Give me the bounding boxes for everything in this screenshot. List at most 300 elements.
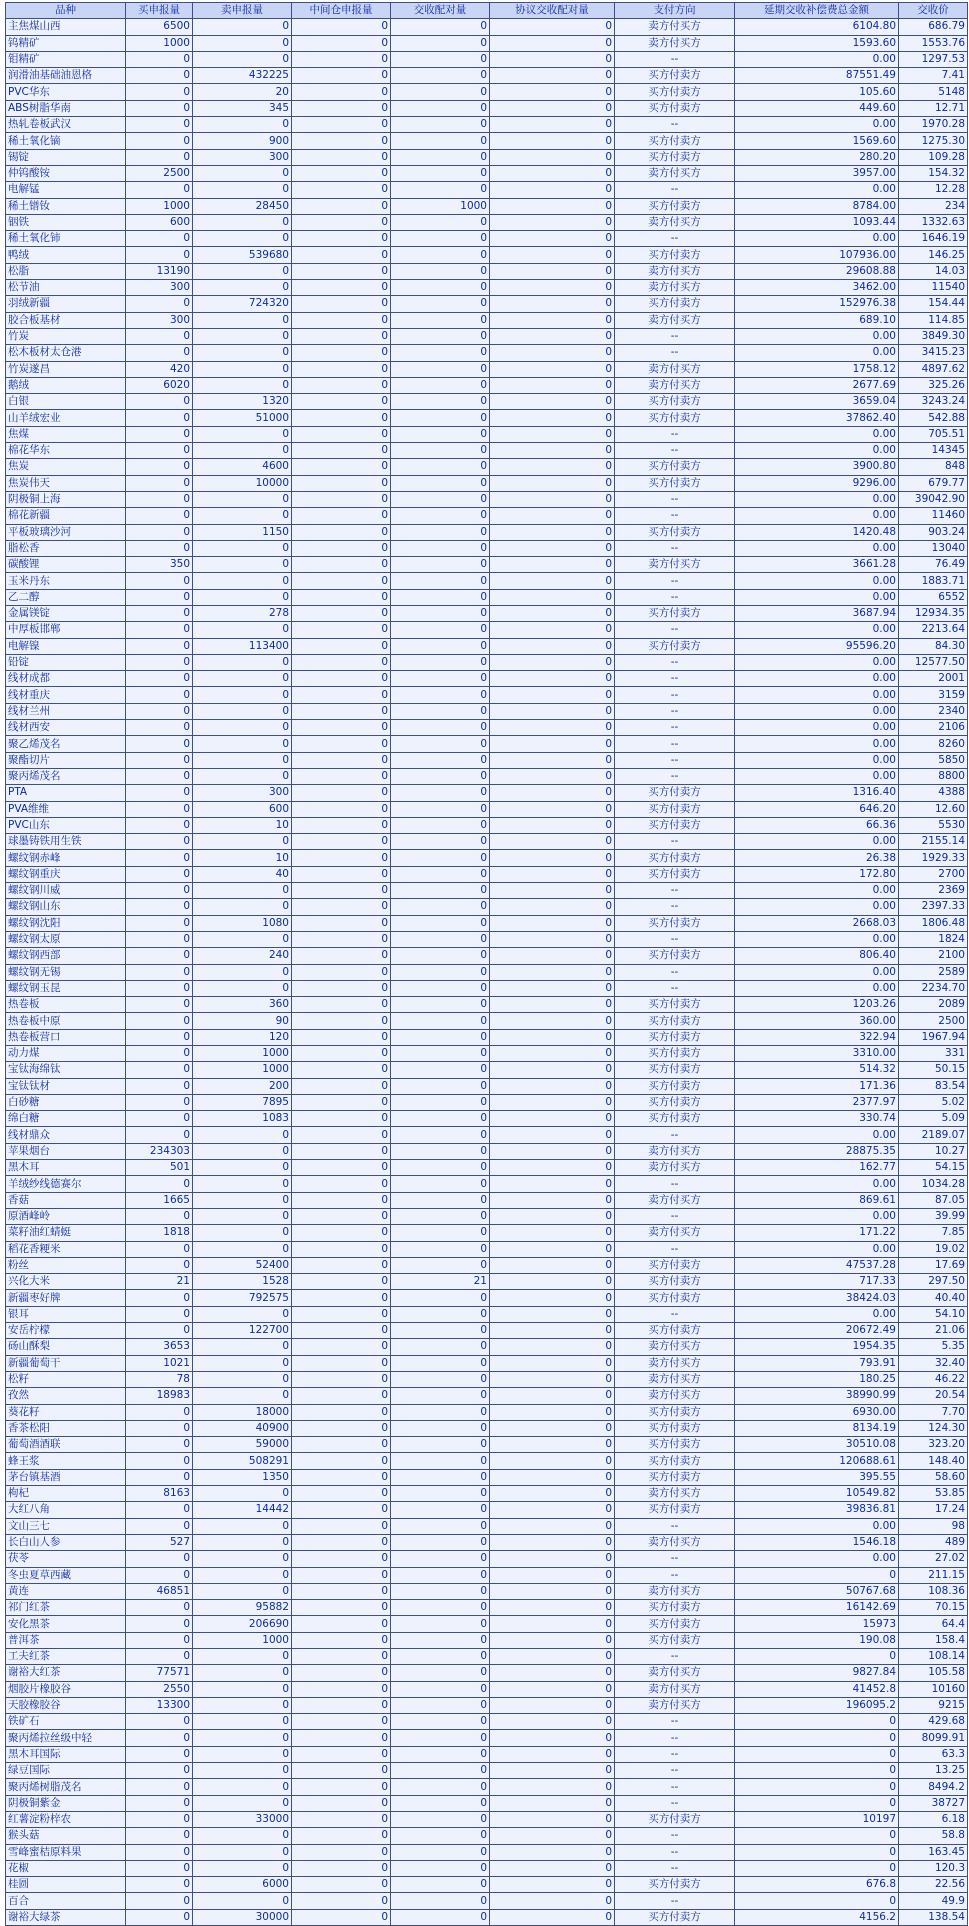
table-row (6, 1860, 968, 1876)
delivery-price-cell: 1553.76 (899, 35, 968, 51)
middle-declared-cell: 0 (292, 1176, 391, 1192)
compensation-total-cell: 47537.28 (735, 1257, 899, 1273)
compensation-total-cell: 2677.69 (735, 377, 899, 393)
delivery-matched-cell: 0 (391, 1779, 490, 1795)
payment-direction-cell: 买方付卖方 (615, 68, 735, 84)
table-row (6, 1241, 968, 1257)
variety-cell: 铟铁 (6, 214, 126, 230)
compensation-total-cell: 38990.99 (735, 1388, 899, 1404)
table-row (6, 1257, 968, 1273)
sell-declared-cell: 240 (193, 948, 292, 964)
agreement-matched-cell: 0 (490, 328, 615, 344)
compensation-total-cell: 3659.04 (735, 394, 899, 410)
payment-direction-cell: 卖方付买方 (615, 1388, 735, 1404)
table-row (6, 817, 968, 833)
compensation-total-cell: 3310.00 (735, 1046, 899, 1062)
delivery-price-cell: 163.45 (899, 1844, 968, 1860)
sell-declared-cell: 0 (193, 1795, 292, 1811)
delivery-price-cell: 331 (899, 1046, 968, 1062)
delivery-price-cell: 2340 (899, 703, 968, 719)
payment-direction-cell: 买方付卖方 (615, 133, 735, 149)
delivery-price-cell: 13.25 (899, 1763, 968, 1779)
payment-direction-cell: -- (615, 622, 735, 638)
delivery-price-cell: 154.32 (899, 165, 968, 181)
agreement-matched-cell: 0 (490, 198, 615, 214)
delivery-price-cell: 11460 (899, 508, 968, 524)
variety-cell: 焦炭 (6, 459, 126, 475)
variety-cell: 黑木耳 (6, 1160, 126, 1176)
middle-declared-cell: 0 (292, 638, 391, 654)
payment-direction-cell: -- (615, 1567, 735, 1583)
delivery-price-cell: 148.40 (899, 1453, 968, 1469)
sell-declared-cell: 10000 (193, 475, 292, 491)
delivery-price-cell: 70.15 (899, 1600, 968, 1616)
agreement-matched-cell: 0 (490, 736, 615, 752)
table-row (6, 1486, 968, 1502)
delivery-matched-cell: 0 (391, 1583, 490, 1599)
middle-declared-cell: 0 (292, 68, 391, 84)
buy-declared-cell: 0 (126, 1909, 193, 1925)
variety-cell: 中厚板邯郸 (6, 622, 126, 638)
delivery-price-cell: 114.85 (899, 312, 968, 328)
table-row (6, 785, 968, 801)
payment-direction-cell: 卖方付买方 (615, 1681, 735, 1697)
delivery-price-cell: 2234.70 (899, 980, 968, 996)
payment-direction-cell: 买方付卖方 (615, 1062, 735, 1078)
delivery-matched-cell: 0 (391, 1225, 490, 1241)
agreement-matched-cell: 0 (490, 1388, 615, 1404)
buy-declared-cell: 0 (126, 133, 193, 149)
buy-declared-cell: 0 (126, 671, 193, 687)
variety-cell: 电解锰 (6, 182, 126, 198)
compensation-total-cell: 171.22 (735, 1225, 899, 1241)
payment-direction-cell: 卖方付买方 (615, 1697, 735, 1713)
payment-direction-cell: 卖方付买方 (615, 1143, 735, 1159)
table-row (6, 931, 968, 947)
delivery-matched-cell: 0 (391, 1469, 490, 1485)
compensation-total-cell: 3900.80 (735, 459, 899, 475)
sell-declared-cell: 0 (193, 1681, 292, 1697)
table-row (6, 1730, 968, 1746)
middle-declared-cell: 0 (292, 133, 391, 149)
variety-cell: 主焦煤山西 (6, 19, 126, 35)
payment-direction-cell: -- (615, 671, 735, 687)
buy-declared-cell: 0 (126, 1714, 193, 1730)
compensation-total-cell: 50767.68 (735, 1583, 899, 1599)
payment-direction-cell: 买方付卖方 (615, 1404, 735, 1420)
table-row (6, 964, 968, 980)
payment-direction-cell: 买方付卖方 (615, 1323, 735, 1339)
compensation-total-cell: 0.00 (735, 443, 899, 459)
payment-direction-cell: -- (615, 426, 735, 442)
buy-declared-cell: 0 (126, 720, 193, 736)
variety-cell: 工夫红茶 (6, 1648, 126, 1664)
middle-declared-cell: 0 (292, 1486, 391, 1502)
agreement-matched-cell: 0 (490, 1583, 615, 1599)
sell-declared-cell: 1150 (193, 524, 292, 540)
table-row (6, 1681, 968, 1697)
payment-direction-cell: 买方付卖方 (615, 247, 735, 263)
compensation-total-cell: 395.55 (735, 1469, 899, 1485)
buy-declared-cell: 6020 (126, 377, 193, 393)
payment-direction-cell: -- (615, 720, 735, 736)
middle-declared-cell: 0 (292, 165, 391, 181)
compensation-total-cell: 8784.00 (735, 198, 899, 214)
table-row (6, 1176, 968, 1192)
payment-direction-cell: 卖方付买方 (615, 214, 735, 230)
delivery-price-cell: 76.49 (899, 557, 968, 573)
middle-declared-cell: 0 (292, 1257, 391, 1273)
sell-declared-cell: 51000 (193, 410, 292, 426)
delivery-matched-cell: 0 (391, 1290, 490, 1306)
compensation-total-cell: 30510.08 (735, 1437, 899, 1453)
table-row (6, 296, 968, 312)
middle-declared-cell: 0 (292, 100, 391, 116)
buy-declared-cell: 0 (126, 1404, 193, 1420)
agreement-matched-cell: 0 (490, 1681, 615, 1697)
compensation-total-cell: 41452.8 (735, 1681, 899, 1697)
compensation-total-cell: 6104.80 (735, 19, 899, 35)
delivery-price-cell: 158.4 (899, 1632, 968, 1648)
delivery-price-cell: 14.03 (899, 263, 968, 279)
agreement-matched-cell: 0 (490, 84, 615, 100)
sell-declared-cell: 0 (193, 182, 292, 198)
delivery-price-cell: 8800 (899, 768, 968, 784)
sell-declared-cell: 0 (193, 263, 292, 279)
agreement-matched-cell: 0 (490, 1241, 615, 1257)
buy-declared-cell: 0 (126, 524, 193, 540)
compensation-total-cell: 0.00 (735, 1241, 899, 1257)
variety-cell: 金属镁锭 (6, 605, 126, 621)
delivery-price-cell: 8099.91 (899, 1730, 968, 1746)
delivery-matched-cell: 0 (391, 165, 490, 181)
middle-declared-cell: 0 (292, 1160, 391, 1176)
delivery-matched-cell: 0 (391, 1143, 490, 1159)
payment-direction-cell: 卖方付买方 (615, 377, 735, 393)
table-row (6, 1127, 968, 1143)
compensation-total-cell: 322.94 (735, 1029, 899, 1045)
delivery-price-cell: 20.54 (899, 1388, 968, 1404)
buy-declared-cell: 0 (126, 1746, 193, 1762)
compensation-total-cell: 0.00 (735, 883, 899, 899)
variety-cell: 螺纹钢山东 (6, 899, 126, 915)
compensation-total-cell: 0.00 (735, 834, 899, 850)
payment-direction-cell: -- (615, 768, 735, 784)
agreement-matched-cell: 0 (490, 687, 615, 703)
variety-cell: PVC华东 (6, 84, 126, 100)
delivery-price-cell: 40.40 (899, 1290, 968, 1306)
delivery-matched-cell: 0 (391, 1241, 490, 1257)
delivery-price-cell: 2001 (899, 671, 968, 687)
table-row (6, 1192, 968, 1208)
agreement-matched-cell: 0 (490, 443, 615, 459)
buy-declared-cell: 0 (126, 1763, 193, 1779)
middle-declared-cell: 0 (292, 1567, 391, 1583)
compensation-total-cell: 1758.12 (735, 361, 899, 377)
delivery-price-cell: 705.51 (899, 426, 968, 442)
payment-direction-cell: 卖方付买方 (615, 1339, 735, 1355)
compensation-total-cell: 0.00 (735, 328, 899, 344)
payment-direction-cell: -- (615, 1127, 735, 1143)
sell-declared-cell: 0 (193, 117, 292, 133)
agreement-matched-cell: 0 (490, 1111, 615, 1127)
delivery-price-cell: 1929.33 (899, 850, 968, 866)
compensation-total-cell: 689.10 (735, 312, 899, 328)
variety-cell: 猴头菇 (6, 1828, 126, 1844)
variety-cell: 烟胶片橡胶谷 (6, 1681, 126, 1697)
buy-declared-cell: 0 (126, 1290, 193, 1306)
variety-cell: 松籽 (6, 1371, 126, 1387)
middle-declared-cell: 0 (292, 1909, 391, 1925)
buy-declared-cell: 0 (126, 1730, 193, 1746)
agreement-matched-cell: 0 (490, 866, 615, 882)
buy-declared-cell: 0 (126, 296, 193, 312)
delivery-price-cell: 234 (899, 198, 968, 214)
buy-declared-cell: 1000 (126, 198, 193, 214)
payment-direction-cell: 买方付卖方 (615, 1029, 735, 1045)
agreement-matched-cell: 0 (490, 296, 615, 312)
payment-direction-cell: -- (615, 1860, 735, 1876)
sell-declared-cell: 0 (193, 165, 292, 181)
agreement-matched-cell: 0 (490, 557, 615, 573)
delivery-price-cell: 1332.63 (899, 214, 968, 230)
sell-declared-cell: 0 (193, 1192, 292, 1208)
sell-declared-cell: 0 (193, 1241, 292, 1257)
variety-cell: 热卷板营口 (6, 1029, 126, 1045)
buy-declared-cell: 0 (126, 1616, 193, 1632)
delivery-matched-cell: 0 (391, 964, 490, 980)
agreement-matched-cell: 0 (490, 1225, 615, 1241)
agreement-matched-cell: 0 (490, 801, 615, 817)
sell-declared-cell: 1528 (193, 1274, 292, 1290)
sell-declared-cell: 0 (193, 426, 292, 442)
table-row (6, 654, 968, 670)
compensation-total-cell: 1546.18 (735, 1534, 899, 1550)
delivery-matched-cell: 0 (391, 540, 490, 556)
table-row (6, 475, 968, 491)
agreement-matched-cell: 0 (490, 394, 615, 410)
delivery-matched-cell: 0 (391, 1730, 490, 1746)
table-row (6, 1779, 968, 1795)
delivery-price-cell: 58.60 (899, 1469, 968, 1485)
buy-declared-cell: 0 (126, 1013, 193, 1029)
table-row (6, 68, 968, 84)
delivery-price-cell: 46.22 (899, 1371, 968, 1387)
payment-direction-cell: 买方付卖方 (615, 296, 735, 312)
variety-cell: 银耳 (6, 1306, 126, 1322)
delivery-matched-cell: 0 (391, 1502, 490, 1518)
agreement-matched-cell: 0 (490, 948, 615, 964)
compensation-total-cell: 0.00 (735, 752, 899, 768)
agreement-matched-cell: 0 (490, 1306, 615, 1322)
delivery-price-cell: 12.28 (899, 182, 968, 198)
compensation-total-cell: 360.00 (735, 1013, 899, 1029)
delivery-price-cell: 108.14 (899, 1648, 968, 1664)
delivery-price-cell: 10.27 (899, 1143, 968, 1159)
compensation-total-cell: 0 (735, 1648, 899, 1664)
delivery-price-cell: 5850 (899, 752, 968, 768)
compensation-total-cell: 0 (735, 1746, 899, 1762)
table-row (6, 231, 968, 247)
delivery-matched-cell: 0 (391, 1388, 490, 1404)
delivery-matched-cell: 0 (391, 687, 490, 703)
buy-declared-cell: 0 (126, 149, 193, 165)
delivery-matched-cell: 0 (391, 1257, 490, 1273)
buy-declared-cell: 0 (126, 866, 193, 882)
delivery-price-cell: 39.99 (899, 1208, 968, 1224)
payment-direction-cell: 买方付卖方 (615, 1094, 735, 1110)
buy-declared-cell: 350 (126, 557, 193, 573)
middle-declared-cell: 0 (292, 149, 391, 165)
delivery-matched-cell: 0 (391, 1860, 490, 1876)
variety-cell: 电解镍 (6, 638, 126, 654)
sell-declared-cell: 0 (193, 19, 292, 35)
middle-declared-cell: 0 (292, 524, 391, 540)
delivery-price-cell: 1297.53 (899, 51, 968, 67)
table-row (6, 997, 968, 1013)
buy-declared-cell: 0 (126, 1811, 193, 1827)
middle-declared-cell: 0 (292, 361, 391, 377)
sell-declared-cell: 0 (193, 1225, 292, 1241)
payment-direction-cell: -- (615, 736, 735, 752)
payment-direction-cell: -- (615, 1176, 735, 1192)
middle-declared-cell: 0 (292, 35, 391, 51)
payment-direction-cell: 买方付卖方 (615, 1909, 735, 1925)
delivery-matched-cell: 0 (391, 1616, 490, 1632)
compensation-total-cell: 0.00 (735, 654, 899, 670)
variety-cell: 线材成都 (6, 671, 126, 687)
payment-direction-cell: 买方付卖方 (615, 475, 735, 491)
agreement-matched-cell: 0 (490, 1811, 615, 1827)
variety-cell: 胶合板基材 (6, 312, 126, 328)
delivery-matched-cell: 0 (391, 1763, 490, 1779)
agreement-matched-cell: 0 (490, 410, 615, 426)
sell-declared-cell: 792575 (193, 1290, 292, 1306)
agreement-matched-cell: 0 (490, 654, 615, 670)
middle-declared-cell: 0 (292, 19, 391, 35)
variety-cell: 文山三七 (6, 1518, 126, 1534)
agreement-matched-cell: 0 (490, 1437, 615, 1453)
table-row (6, 1665, 968, 1681)
middle-declared-cell: 0 (292, 1143, 391, 1159)
variety-cell: 聚乙烯茂名 (6, 736, 126, 752)
sell-declared-cell: 6000 (193, 1877, 292, 1893)
middle-declared-cell: 0 (292, 817, 391, 833)
buy-declared-cell: 0 (126, 1893, 193, 1909)
table-row (6, 1632, 968, 1648)
agreement-matched-cell: 0 (490, 459, 615, 475)
middle-declared-cell: 0 (292, 1779, 391, 1795)
agreement-matched-cell: 0 (490, 1192, 615, 1208)
sell-declared-cell: 0 (193, 540, 292, 556)
payment-direction-cell: -- (615, 687, 735, 703)
middle-declared-cell: 0 (292, 703, 391, 719)
table-row (6, 35, 968, 51)
payment-direction-cell: 卖方付买方 (615, 361, 735, 377)
sell-declared-cell: 0 (193, 1176, 292, 1192)
table-row (6, 328, 968, 344)
payment-direction-cell: 买方付卖方 (615, 410, 735, 426)
variety-cell: 玉米丹东 (6, 573, 126, 589)
table-row (6, 491, 968, 507)
sell-declared-cell: 0 (193, 345, 292, 361)
variety-cell: 聚丙烯茂名 (6, 768, 126, 784)
delivery-matched-cell: 0 (391, 720, 490, 736)
table-row (6, 899, 968, 915)
table-row (6, 1877, 968, 1893)
delivery-matched-cell: 0 (391, 100, 490, 116)
agreement-matched-cell: 0 (490, 1502, 615, 1518)
middle-declared-cell: 0 (292, 720, 391, 736)
delivery-price-cell: 2106 (899, 720, 968, 736)
payment-direction-cell: 买方付卖方 (615, 1469, 735, 1485)
delivery-matched-cell: 0 (391, 1844, 490, 1860)
buy-declared-cell: 0 (126, 850, 193, 866)
payment-direction-cell: 买方付卖方 (615, 100, 735, 116)
buy-declared-cell: 0 (126, 948, 193, 964)
sell-declared-cell: 0 (193, 1534, 292, 1550)
variety-cell: PVA维维 (6, 801, 126, 817)
sell-declared-cell: 0 (193, 328, 292, 344)
variety-cell: 螺纹钢赤峰 (6, 850, 126, 866)
agreement-matched-cell: 0 (490, 1355, 615, 1371)
table-row (6, 1388, 968, 1404)
middle-declared-cell: 0 (292, 1453, 391, 1469)
buy-declared-cell: 0 (126, 1437, 193, 1453)
table-row (6, 1600, 968, 1616)
table-row (6, 165, 968, 181)
delivery-price-cell: 50.15 (899, 1062, 968, 1078)
compensation-total-cell: 3661.28 (735, 557, 899, 573)
delivery-matched-cell: 0 (391, 1893, 490, 1909)
compensation-total-cell: 0.00 (735, 231, 899, 247)
sell-declared-cell: 0 (193, 1208, 292, 1224)
compensation-total-cell: 0.00 (735, 687, 899, 703)
delivery-matched-cell: 0 (391, 182, 490, 198)
middle-declared-cell: 0 (292, 1877, 391, 1893)
compensation-total-cell: 0.00 (735, 540, 899, 556)
buy-declared-cell: 527 (126, 1534, 193, 1550)
delivery-price-cell: 12.60 (899, 801, 968, 817)
table-row (6, 1062, 968, 1078)
delivery-matched-cell: 0 (391, 263, 490, 279)
compensation-total-cell: 0 (735, 1779, 899, 1795)
delivery-matched-cell: 0 (391, 638, 490, 654)
sell-declared-cell: 0 (193, 1371, 292, 1387)
buy-declared-cell: 0 (126, 687, 193, 703)
compensation-total-cell: 196095.2 (735, 1697, 899, 1713)
compensation-total-cell: 87551.49 (735, 68, 899, 84)
agreement-matched-cell: 0 (490, 720, 615, 736)
agreement-matched-cell: 0 (490, 605, 615, 621)
middle-declared-cell: 0 (292, 540, 391, 556)
variety-cell: 棉花华东 (6, 443, 126, 459)
agreement-matched-cell: 0 (490, 703, 615, 719)
table-header (6, 3, 968, 19)
middle-declared-cell: 0 (292, 459, 391, 475)
table-row (6, 100, 968, 116)
payment-direction-cell: 买方付卖方 (615, 1632, 735, 1648)
delivery-matched-cell: 0 (391, 1192, 490, 1208)
variety-cell: 黄连 (6, 1583, 126, 1599)
agreement-matched-cell: 0 (490, 1469, 615, 1485)
table-row (6, 736, 968, 752)
agreement-matched-cell: 0 (490, 785, 615, 801)
table-row (6, 1371, 968, 1387)
variety-cell: 普洱茶 (6, 1632, 126, 1648)
agreement-matched-cell: 0 (490, 280, 615, 296)
table-row (6, 1534, 968, 1550)
